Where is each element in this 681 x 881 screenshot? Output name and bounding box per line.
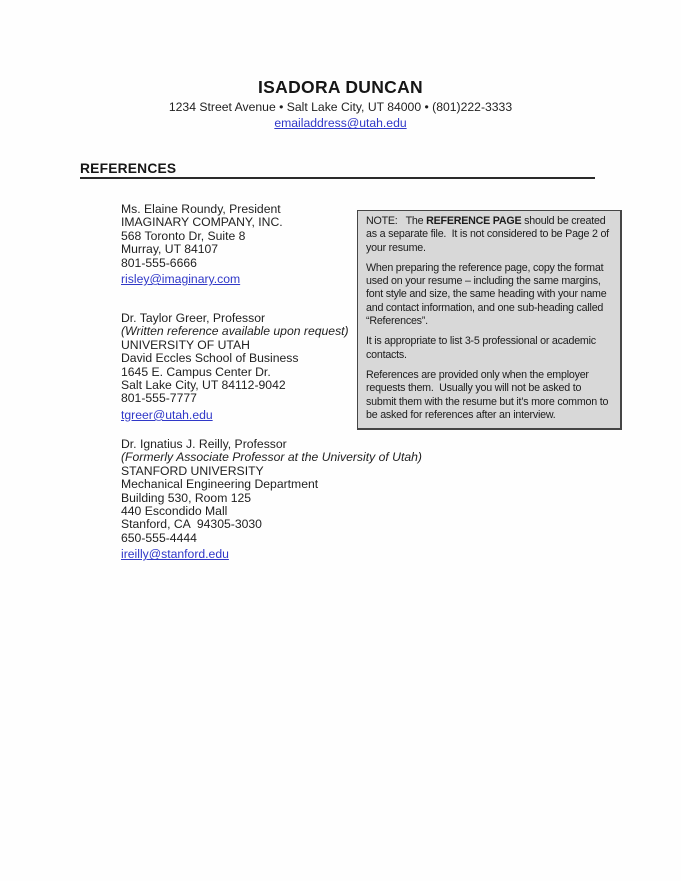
reference-line: 801-555-6666 xyxy=(121,255,197,270)
reference-line: Building 530, Room 125 xyxy=(121,490,252,505)
reference-line: Stanford, CA 94305-3030 xyxy=(121,517,262,532)
reference-email-link[interactable]: ireilly@stanford.edu xyxy=(121,547,229,562)
note-box xyxy=(357,210,622,430)
reference-block xyxy=(121,203,283,288)
reference-line: Dr. Taylor Greer, Professor xyxy=(121,311,266,325)
note-p1-prefix: NOTE: The xyxy=(366,215,427,227)
reference-line: David Eccles School of Business xyxy=(121,351,299,366)
contact-line: 1234 Street Avenue • Salt Lake City, UT 84000 • (801)222-3333 xyxy=(168,100,513,114)
reference-line: 1645 E. Campus Center Dr. xyxy=(121,364,271,379)
reference-line: Murray, UT 84107 xyxy=(121,242,219,257)
note-paragraph-4: References are provided only when the employer requests them. Usually you will not be asked to submit them with the resume but it’s more common to be asked for references after an interview. xyxy=(366,368,611,421)
reference-block xyxy=(121,438,422,563)
reference-line: 568 Toronto Dr, Suite 8 xyxy=(121,228,246,243)
reference-email-link[interactable]: risley@imaginary.com xyxy=(121,272,241,287)
reference-line: Mechanical Engineering Department xyxy=(121,477,319,492)
reference-line: Salt Lake City, UT 84112-9042 xyxy=(121,378,286,393)
references-section-heading: REFERENCES xyxy=(80,161,177,176)
header-email-link[interactable]: emailaddress@utah.edu xyxy=(274,116,407,131)
note-paragraph-3: It is appropriate to list 3-5 professional or academic contacts. xyxy=(366,335,599,361)
reference-line: 650-555-4444 xyxy=(121,530,197,545)
reference-line: UNIVERSITY OF UTAH xyxy=(121,337,250,352)
reference-line: 801-555-7777 xyxy=(121,391,197,406)
reference-line: Ms. Elaine Roundy, President xyxy=(121,202,281,216)
reference-line: Dr. Ignatius J. Reilly, Professor xyxy=(121,437,287,451)
reference-line: IMAGINARY COMPANY, INC. xyxy=(121,215,283,230)
reference-block xyxy=(121,312,349,424)
note-p1-suffix: should be created as a separate file. It is not considered to be Page 2 of your resume. xyxy=(366,215,612,254)
reference-line: STANFORD UNIVERSITY xyxy=(121,463,264,478)
reference-line: (Formerly Associate Professor at the University of Utah) xyxy=(121,450,422,465)
note-paragraph-2: When preparing the reference page, copy the format used on your resume – including the same margins, font style and size, the same heading with your name and contact information, and one sub-heading called “References”. xyxy=(366,261,610,328)
heading-underline-rule xyxy=(80,177,595,179)
note-p1-bold-term: REFERENCE PAGE xyxy=(426,215,522,227)
reference-email-link[interactable]: tgreer@utah.edu xyxy=(121,407,213,422)
doc-header xyxy=(0,77,681,132)
person-name: ISADORA DUNCAN xyxy=(258,77,423,97)
reference-line: (Written reference available upon request) xyxy=(121,324,349,339)
note-paragraph-1 xyxy=(366,215,614,255)
reference-line: 440 Escondido Mall xyxy=(121,504,228,519)
